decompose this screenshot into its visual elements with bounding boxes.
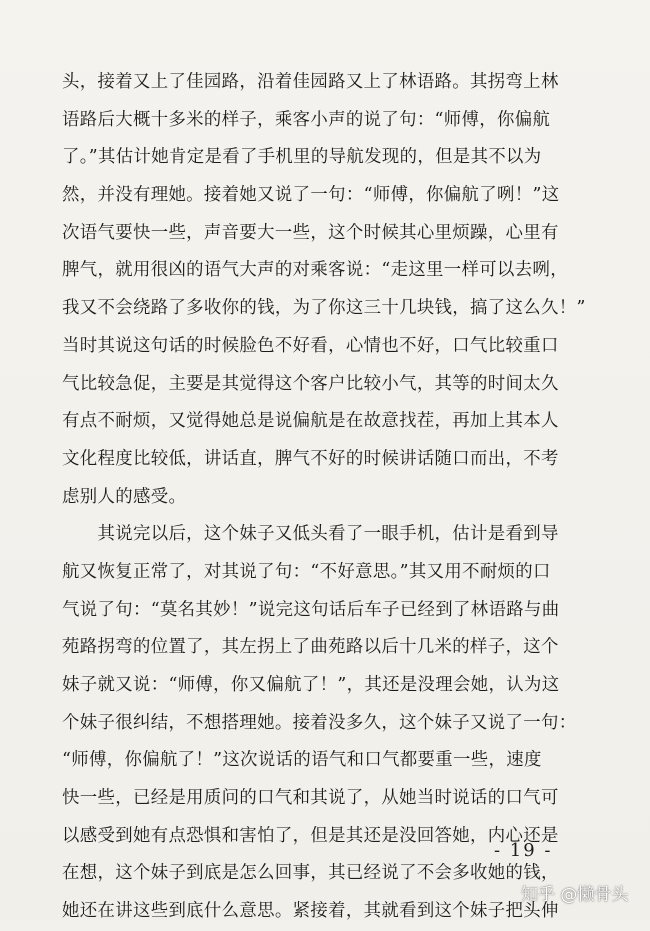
text-line: 苑路拐弯的位置了，其左拐上了曲苑路以后十几米的样子，这个 <box>62 637 559 658</box>
page-number: - 19 - <box>494 840 553 861</box>
text-line: “师傅，你偏航了！”这次说话的语气和口气都要重一些，速度 <box>62 750 542 771</box>
text-line: 有点不耐烦，又觉得她总是说偏航是在故意找茬，再加上其本人 <box>62 411 559 432</box>
body-text <box>62 64 590 931</box>
text-line: 当时其说这句话的时候脸色不好看，心情也不好，口气比较重口 <box>62 335 559 356</box>
text-line: 个妹子很纠结，不想搭理她。接着没多久，这个妹子又说了一句： <box>62 712 577 733</box>
text-line: 文化程度比较低，讲话直，脾气不好的时候讲话随口而出，不考 <box>62 448 559 469</box>
text-line: 我又不会绕路了多收你的钱，为了你这三十几块钱，搞了这么久！” <box>62 298 586 319</box>
text-line: 气比较急促，主要是其觉得这个客户比较小气，其等的时间太久 <box>62 373 559 394</box>
text-line: 妹子就又说：“师傅，你又偏航了！”，其还是没理会她，认为这 <box>62 675 560 695</box>
text-line: 虑别人的感受。 <box>62 486 187 507</box>
text-line: 头，接着又上了佳园路，沿着佳园路又上了林语路。其拐弯上林 <box>62 72 559 92</box>
text-line: 气说了句：“莫名其妙！”说完这句话后车子已经到了林语路与曲 <box>62 599 560 620</box>
text-line: 在想，这个妹子到底是怎么回事，其已经说了不会多收她的钱， <box>62 863 559 884</box>
text-line: 脾气，就用很凶的语气大声的对乘客说：“走这里一样可以去咧， <box>62 260 568 281</box>
watermark: 知乎 @懒骨头 <box>521 885 629 905</box>
text-line: 然，并没有理她。接着她又说了一句：“师傅，你偏航了咧！”这 <box>62 185 560 206</box>
text-line: 其说完以后，这个妹子又低头看了一眼手机，估计是看到导 <box>62 524 559 545</box>
text-line: 以感受到她有点恐惧和害怕了，但是其还是没回答她，内心还是 <box>62 825 559 846</box>
text-line: 快一些，已经是用质问的口气和其说了，从她当时说话的口气可 <box>62 788 559 809</box>
text-line: 次语气要快一些，声音要大一些，这个时候其心里烦躁，心里有 <box>62 222 559 243</box>
text-line: 航又恢复正常了，对其说了句：“不好意思。”其又用不耐烦的口 <box>62 561 551 582</box>
text-line: 语路后大概十多米的样子，乘客小声的说了句：“师傅，你偏航 <box>62 109 551 130</box>
text-line: 了。”其估计她肯定是看了手机里的导航发现的，但是其不以为 <box>62 147 542 168</box>
text-line: 她还在讲这些到底什么意思。紧接着，其就看到这个妹子把头伸 <box>62 901 559 922</box>
